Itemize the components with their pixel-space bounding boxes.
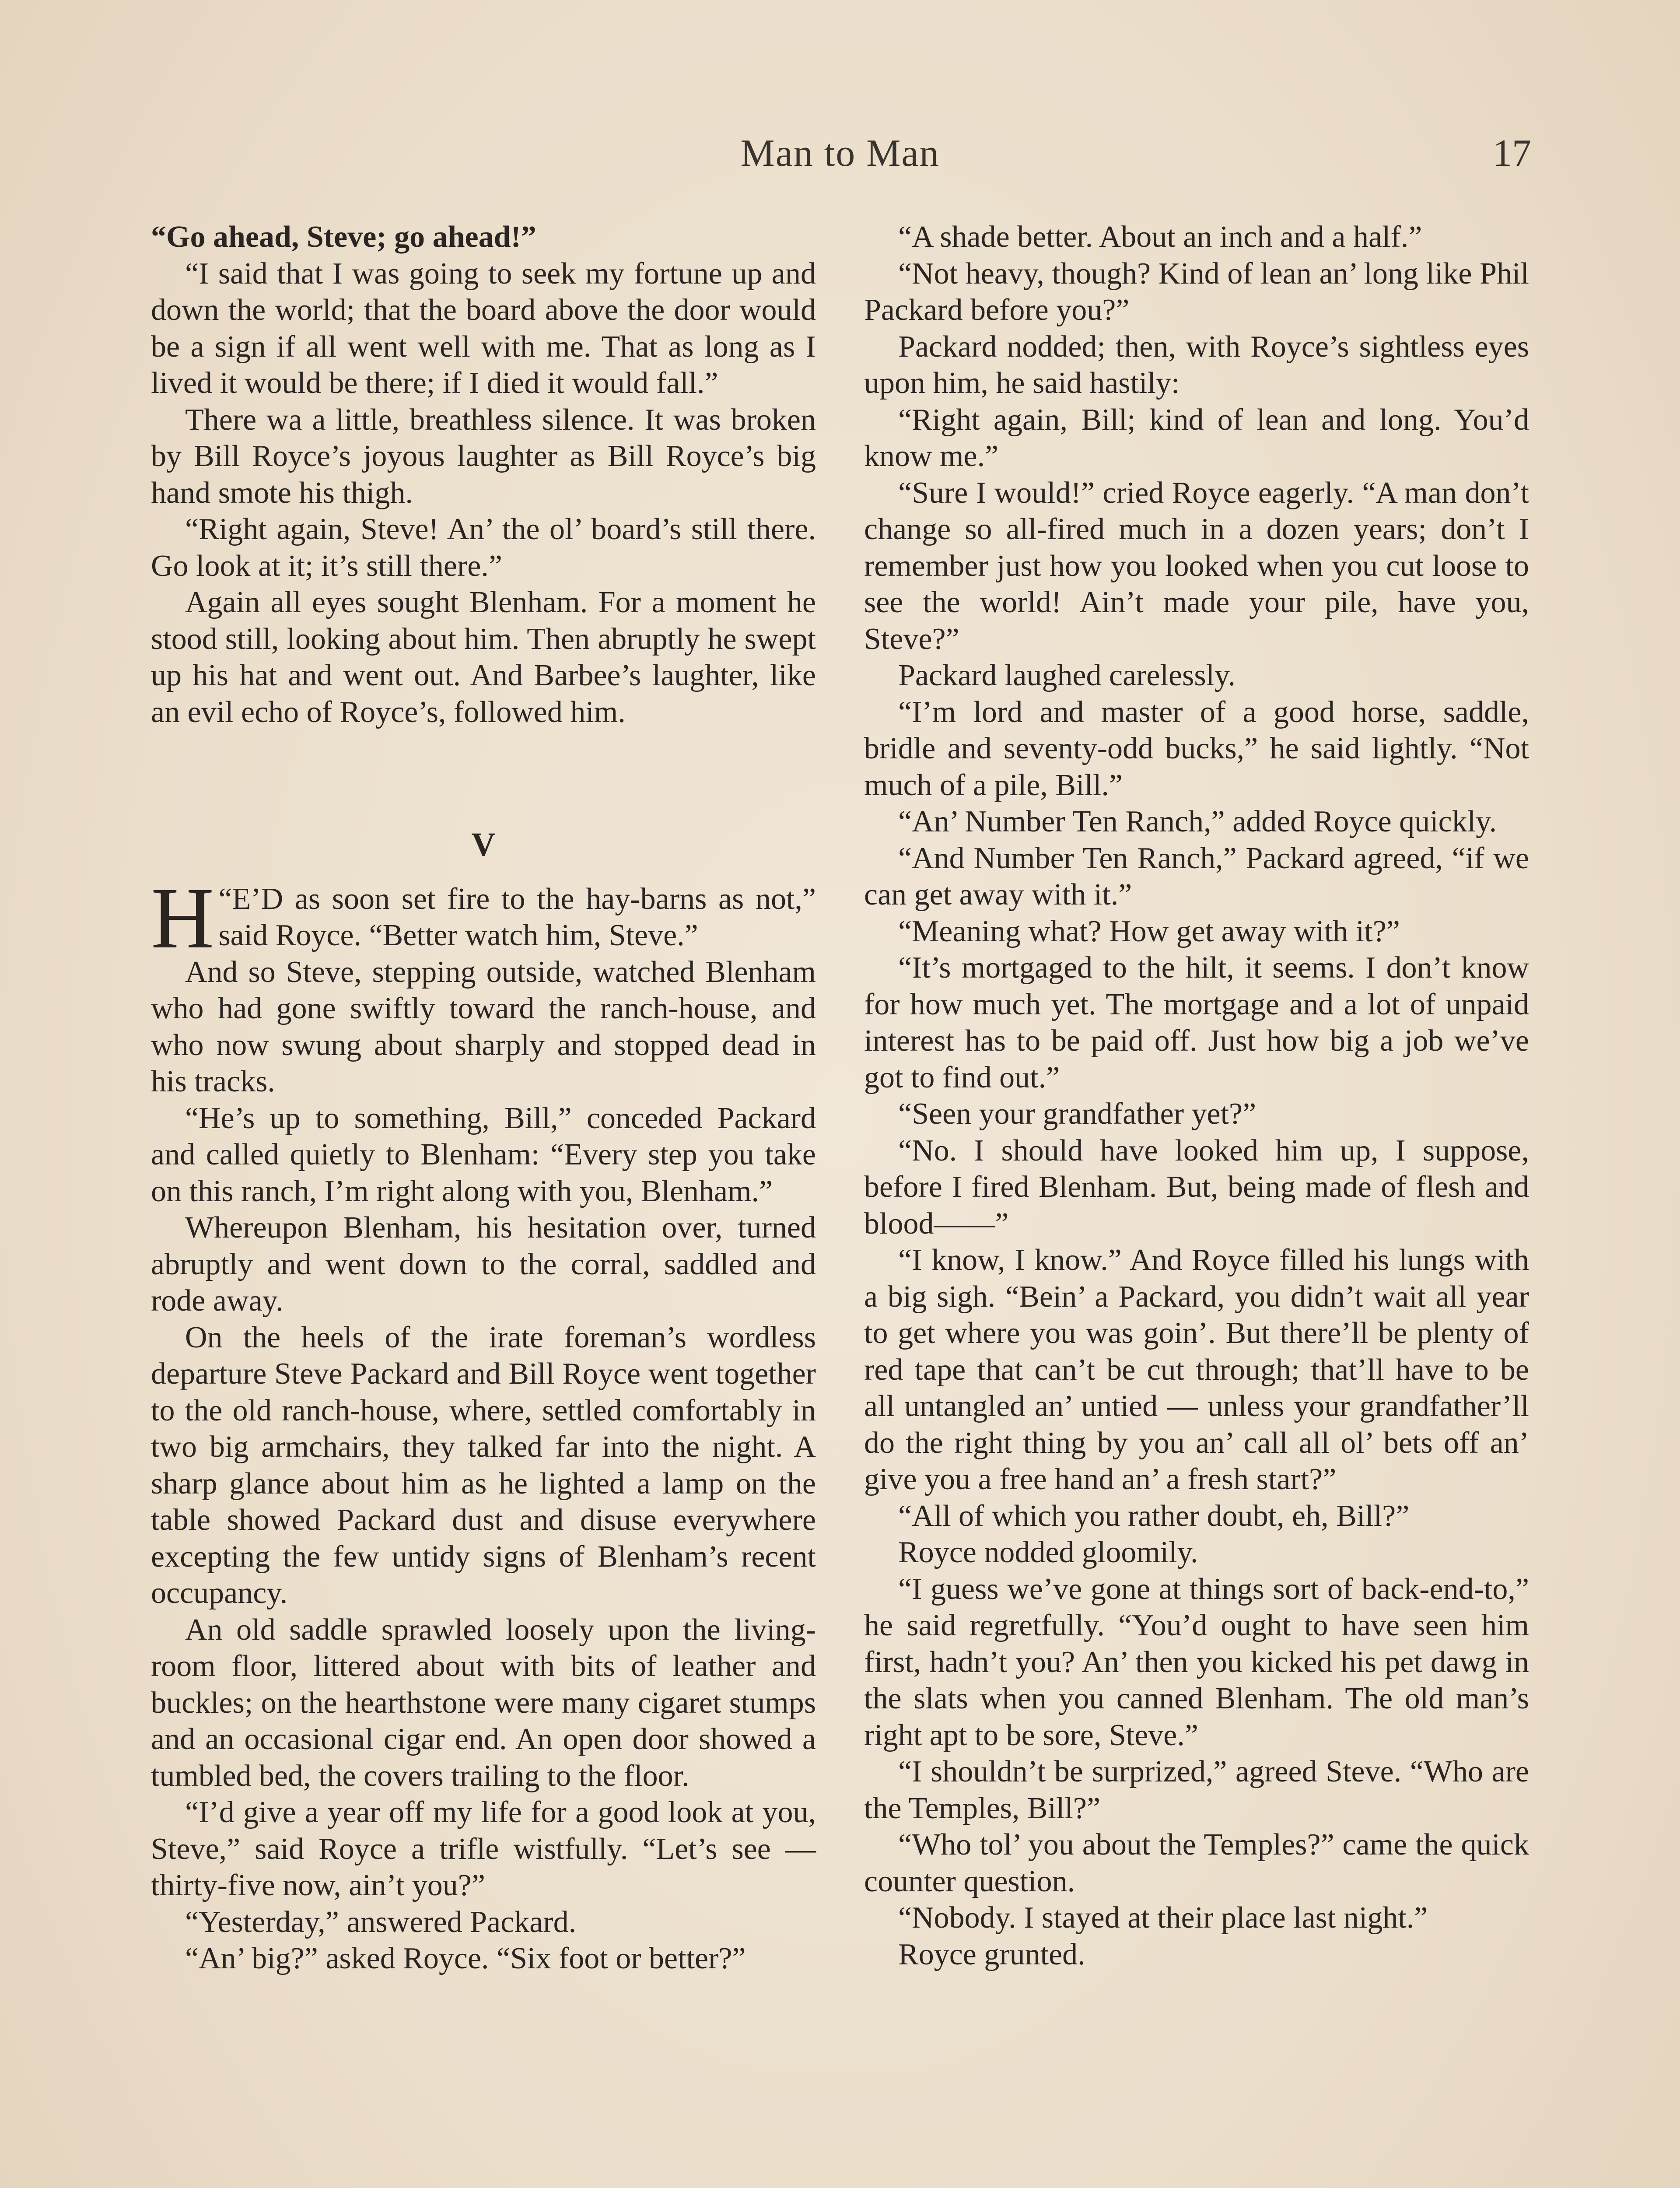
running-head: Man to Man bbox=[740, 132, 940, 175]
paragraph: “And Number Ten Ranch,” Packard agreed, “if we can get away with it.” bbox=[864, 841, 1529, 912]
paragraph: “Meaning what? How get away with it?” bbox=[898, 914, 1400, 948]
paragraph: “Who tol’ you about the Temples?” came the quick counter question. bbox=[864, 1828, 1529, 1898]
paragraph: “Go ahead, Steve; go ahead!” bbox=[151, 220, 536, 254]
dropcap-paragraph bbox=[151, 870, 816, 967]
paragraph: “Right again, Steve! An’ the ol’ board’s still there. Go look at it; it’s still there.” bbox=[151, 512, 816, 583]
paragraph: Royce nodded gloomily. bbox=[898, 1536, 1198, 1569]
opening-quote: “ bbox=[218, 882, 232, 916]
paragraph: “I said that I was going to seek my fortune up and down the world; that the board above the door would be a sign if all went well with me. That as long as I lived it would be there; if I died it would fall.” bbox=[151, 256, 816, 400]
paragraph: “He’s up to something, Bill,” conceded Packard and called quietly to Blenham: “Every step you take on this ranch, I’m right along with you, Blenham.” bbox=[151, 1101, 816, 1208]
paragraph: “It’s mortgaged to the hilt, it seems. I don’t know for how much yet. The mortgage and a lot of unpaid interest has to be paid off. Just how big a job we’ve got to find out.” bbox=[864, 951, 1529, 1094]
paragraph: “A shade better. About an inch and a half.” bbox=[898, 220, 1422, 254]
paragraph: “I’d give a year off my life for a good look at you, Steve,” said Royce a trifle wistfully. “Let’s see — thirty-five now, ain’t you?” bbox=[151, 1795, 816, 1902]
paragraph: “An’ big?” asked Royce. “Six foot or better?” bbox=[185, 1942, 746, 1975]
paragraph: Again all eyes sought Blenham. For a moment he stood still, looking about him. Then abruptly he swept up his hat and went out. And Barbee’s laughter, like an evil echo of Royce’s, followed him. bbox=[151, 586, 816, 729]
paragraph: “An’ Number Ten Ranch,” added Royce quickly. bbox=[898, 805, 1497, 838]
page-header bbox=[0, 131, 1680, 184]
paragraph: “Nobody. I stayed at their place last night.” bbox=[898, 1901, 1428, 1935]
paragraph: There wa a little, breathless silence. It was broken by Bill Royce’s joyous laughter as Bill Royce’s big hand smote his thigh. bbox=[151, 403, 816, 510]
paragraph: Whereupon Blenham, his hesitation over, turned abruptly and went down to the corral, saddled and rode away. bbox=[151, 1211, 816, 1318]
paragraph: “Seen your grandfather yet?” bbox=[898, 1097, 1256, 1131]
drop-cap: H bbox=[151, 870, 214, 967]
paragraph: Packard nodded; then, with Royce’s sightless eyes upon him, he said hastily: bbox=[864, 330, 1529, 400]
right-column bbox=[864, 219, 1529, 1973]
paragraph: “I know, I know.” And Royce filled his lungs with a big sigh. “Bein’ a Packard, you didn’t wait all year to get where you was goin’. But there’ll be plenty of red tape that can’t be cut through; that’ll have to be all untangled an’ untied — unless your grandfather’ll do the right thing by you an’ call all ol’ bets off an’ give you a free hand an’ a fresh start?” bbox=[864, 1243, 1529, 1496]
left-column bbox=[151, 219, 816, 1977]
paragraph: And so Steve, stepping outside, watched Blenham who had gone swiftly toward the ranch-house, and who now swung about sharply and stopped dead in his tracks. bbox=[151, 955, 816, 1098]
chapter-numeral: V bbox=[471, 826, 496, 863]
dropcap-paragraph-text: E’D as soon set fire to the hay-barns as not,” said Royce. “Better watch him, Steve.” bbox=[218, 882, 816, 952]
paragraph: “Not heavy, though? Kind of lean an’ long like Phil Packard before you?” bbox=[864, 256, 1529, 327]
paragraph: “I’m lord and master of a good horse, saddle, bridle and seventy-odd bucks,” he said lightly. “Not much of a pile, Bill.” bbox=[864, 695, 1529, 802]
paragraph: “Yesterday,” answered Packard. bbox=[185, 1905, 577, 1939]
paragraph: “All of which you rather doubt, eh, Bill?” bbox=[898, 1499, 1410, 1533]
paragraph: “No. I should have looked him up, I suppose, before I fired Blenham. But, being made of flesh and blood——” bbox=[864, 1133, 1529, 1241]
paragraph: “I guess we’ve gone at things sort of back-end-to,” he said regretfully. “You’d ought to have seen him first, hadn’t you? An’ then you kicked his pet dawg in the slats when you canned Blenham. The old man’s right apt to be sore, Steve.” bbox=[864, 1572, 1529, 1752]
paragraph: “I shouldn’t be surprized,” agreed Steve. “Who are the Temples, Bill?” bbox=[864, 1755, 1529, 1825]
paragraph: Packard laughed carelessly. bbox=[898, 659, 1236, 692]
paragraph: “Right again, Bill; kind of lean and long. You’d know me.” bbox=[864, 403, 1529, 473]
page-number: 17 bbox=[1493, 132, 1531, 175]
paragraph: “Sure I would!” cried Royce eagerly. “A man don’t change so all-fired much in a dozen years; don’t I remember just how you looked when you cut loose to see the world! Ain’t made your pile, have you, Steve?” bbox=[864, 476, 1529, 656]
paragraph: An old saddle sprawled loosely upon the living-room floor, littered about with bits of leather and buckles; on the hearthstone were many cigaret stumps and an occasional cigar end. An open door showed a tumbled bed, the covers trailing to the floor. bbox=[151, 1613, 816, 1793]
paragraph: On the heels of the irate foreman’s wordless departure Steve Packard and Bill Royce went together to the old ranch-house, where, settled comfortably in two big armchairs, they talked far into the night. A sharp glance about him as he lighted a lamp on the table showed Packard dust and disuse everywhere excepting the few untidy signs of Blenham’s recent occupancy. bbox=[151, 1320, 816, 1610]
paragraph: Royce grunted. bbox=[898, 1937, 1085, 1971]
